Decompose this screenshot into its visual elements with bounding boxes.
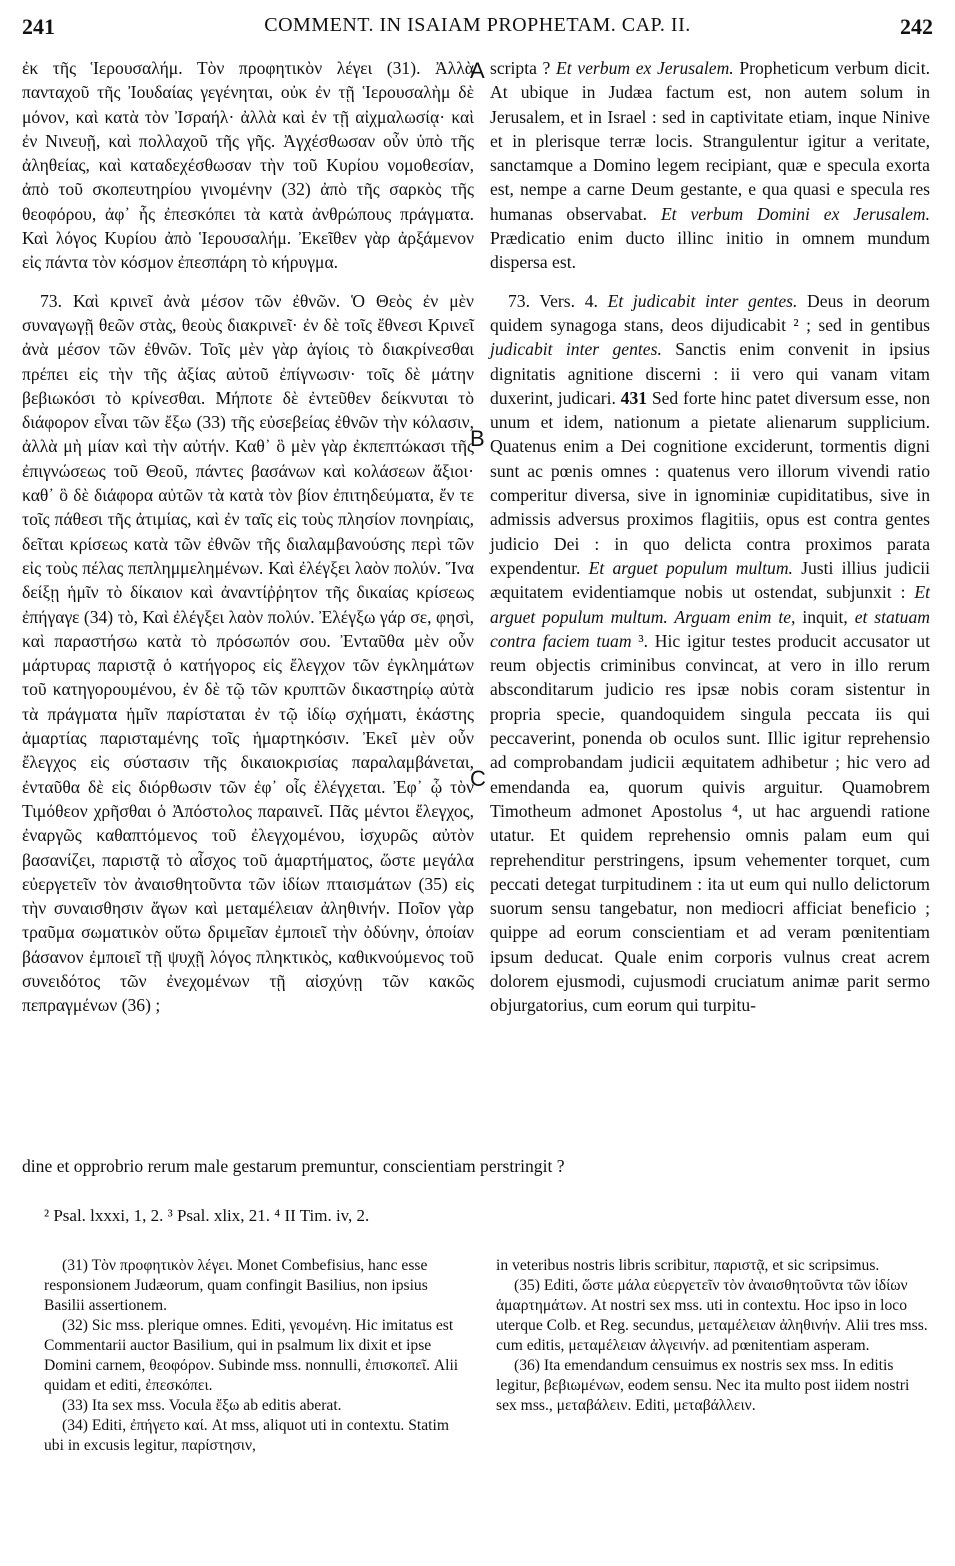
latin-text: ³. Hic igitur testes producit accusator ut reum objectis criminibus convincat, at vero in illo rerum absconditarum judicio res ipsæ nobis coram sistentur in propria specie, quandoquidem singula peccata iis qui peccaverint, ponenda ob oculos sunt. Illic igitur reprehensio ad comprobandam judicii æquitatem adhibetur ; hic vero ad emendanda ea, quorum quivis arguitur. Quamobrem Timotheum admonet Apostolus ⁴, ut hac arguendi ratione utatur. Et quidem reprehensio omnis palam eum qui reprehenditur perstringens, ipsum vehementer torquet, cum peccati detegat turpitudinem : ita ut eum qui nullo delictorum suorum sensu tangebatur, non mediocri afficiat beneficio ; quippe ad eorum conscientiam et ad veram pœnitentiam ipsum deducat. Quale enim corporis vulnus creat acrem dolorem ejusmodi, cujusmodi cruciatum animæ parit sermo objurgatorius, cum eorum qui turpitu- (490, 630, 930, 1016)
footnote: (31) Τὸν προφητικὸν λέγει. Monet Combefisius, hanc esse responsionem Judæorum, quam confingit Basilius, non ipsius Basilii assertionem. (44, 1257, 428, 1314)
latin-lemma: Et judicabit inter gentes. (607, 290, 798, 311)
footnotes-right (496, 1256, 931, 1416)
running-title: COMMENT. IN ISAIAM PROPHETAM. CAP. II. (264, 14, 691, 36)
greek-paragraph-1: ἐκ τῆς Ἱερουσαλήμ. Τὸν προφητικὸν λέγει (31). Ἀλλὰ πανταχοῦ τῆς Ἰουδαίας γεγένηται, οὐκ ἐν τῇ Ἱερουσαλὴμ δὲ μόνον, καὶ κατὰ τὸν Ἰσραήλ· ἀλλὰ καὶ ἐν τῇ αἰχμαλωσίᾳ· καὶ ἐν Νινευῇ, καὶ πολλαχοῦ τῆς γῆς. Ἀγχέσθωσαν οὖν ὑπὸ τῆς ἀληθείας, καὶ καταδεχέσθωσαν τὴν τοῦ Κυρίου νομοθεσίαν, ἀπὸ τοῦ σκοπευτηρίου γινομένην (32) ἀπὸ τῆς σαρκὸς τῆς θεοφόρου, ἀφ᾽ ἧς ἐπεσκόπει τὰ κατὰ ἀνθρώπους πράγματα. Καὶ λόγος Κυρίου ἀπὸ Ἱερουσαλήμ. Ἐκεῖθεν γὰρ ἀρξάμενον εἰς πάντα τὸν κόσμον ἐπεσπάρη τὸ κήρυγμα. (22, 58, 474, 273)
page-number-left: 241 (22, 14, 55, 39)
footnotes-left (44, 1256, 464, 1456)
footnote: (33) Ita sex mss. Vocula ἔξω ab editis aberat. (62, 1397, 342, 1414)
latin-text: scripta ? (490, 58, 557, 78)
greek-column (22, 56, 474, 1018)
section-marker-b: B (470, 426, 485, 451)
latin-text: Sanctis enim convenit in ipsius dignitatis agnitione discerni : ii vero qui vanam vitam duxerint, judicari. (490, 339, 931, 408)
footnote: (32) Sic mss. plerique omnes. Editi, γενομένη. Hic imitatus est Commentarii auctor Basilium, qui in psalmum lix dixit et ipse Domini carnem, θεοφόρον. Subinde mss. nonnulli, ἐπισκοπεῖ. Alii quidam et editi, ἐπεσκόπει. (44, 1317, 459, 1394)
footnote: in veteribus nostris libris scribitur, παριστᾷ, et sic scripsimus. (496, 1257, 880, 1274)
latin-text: Deus in deorum quidem synagoga stans, deos dijudicabit ² ; sed in gentibus (490, 290, 930, 335)
page-number-right: 242 (900, 14, 933, 39)
footnote: (36) Ita emendandum censuimus ex nostris sex mss. In editis legitur, βεβιωμένων, eodem sensu. Nec ita multo post iidem nostri sex mss., μεταβάλειν. Editi, μεταβάλλειν. (496, 1357, 910, 1414)
footnote: (35) Editi, ὥστε μάλα εὐεργετεῖν τὸν ἀναισθητοῦντα τῶν ἰδίων ἁμαρτημάτων. At nostri sex mss. uti in contextu. Hoc ipso in loco uterque Colb. et Reg. secundus, μεταμέλειαν ἀληθινήν. Alii tres mss. cum editis, μεταμέλειαν ἀλγεινήν. ad pœnitentiam asperam. (496, 1277, 928, 1354)
latin-text: 73. Vers. 4. (508, 290, 608, 311)
latin-lemma: judicabit inter gentes. (490, 339, 662, 360)
latin-paragraph-1 (490, 56, 930, 275)
column-number: 431 (620, 387, 648, 408)
latin-lemma: et statuam contra faciem tuam (490, 606, 930, 651)
latin-lemma: Et verbum ex Jerusalem. (556, 58, 734, 78)
latin-column (490, 56, 930, 1018)
latin-lemma: Et arguet populum multum. Arguam enim te, (490, 582, 930, 627)
latin-lemma: Et verbum Domini ex Jerusalem. (660, 203, 930, 224)
full-width-line: dine et opprobrio rerum male gestarum premuntur, conscientiam perstringit ? (22, 1156, 565, 1176)
section-marker-c: C (470, 766, 486, 791)
latin-paragraph-2 (490, 289, 930, 1018)
latin-lemma: Et arguet populum multum. (588, 557, 793, 578)
footnote: (34) Editi, ἐπήγετο καί. At mss, aliquot uti in contextu. Statim ubi in excusis legitur, παρίστησιν, (44, 1417, 449, 1454)
latin-text: Propheticum verbum dicit. At ubique in Judæa factum est, non autem solum in Jerusalem, et in Israel : sed in captivitate etiam, inque Ninive et in plerisque terræ locis. Strangulentur igitur a veritate, sanctamque a Domino legem recipiant, quæ e specula exorta est, nempe a carne Deum gestante, e qua quasi e specula res humanas observabat. (490, 58, 930, 224)
latin-text: inquit, (795, 606, 855, 627)
latin-text: Sed forte hinc patet diversum esse, non unum et idem, nationum a pietate alienarum supplicium. Quatenus enim a Dei cognitione exciderunt, tormentis digni sunt ac pœnis omnes : quatenus vero illorum vivendi ratio comperitur diversa, sive in ignominiæ cupiditatibus, sive in admissis adversus proximos flagitiis, opus est contra gentes judicio Dei : in quo delicta contra proximos parata expendentur. (490, 387, 930, 578)
latin-text: Justi illius judicii æquitatem evidentiamque nobis ut ostendat, subjunxit : (490, 557, 931, 603)
latin-text: Prædicatio enim ducto illinc initio in omnem mundum dispersa est. (490, 228, 930, 273)
page-header (22, 12, 933, 44)
section-marker-a: A (470, 58, 485, 83)
greek-paragraph-2: 73. Καὶ κρινεῖ ἀνὰ μέσον τῶν ἐθνῶν. Ὁ Θεὸς ἐν μὲν συναγωγῇ θεῶν στὰς, θεοὺς διακρινεῖ· ἐν δὲ τοῖς ἔθνεσι Κρινεῖ ἀνὰ μέσον τῶν ἐθνῶν. Τοῖς μὲν γὰρ ἁγίοις τὸ διακρίνεσθαι πρέπει εἰς τὴν τῆς ἀξίας αὐτοῦ ἐπίγνωσιν· τοῖς δὲ μάτην βεβιωκόσι τὸ κρίνεσθαι. Μήποτε δὲ ἐντεῦθεν δείκνυται τὸ διάφορον εἶναι τῶν ἔξω (33) τῆς εὐσεβείας ἐθνῶν τὴν κόλασιν, ἀλλὰ μὴ μίαν καὶ τὴν αὐτήν. Καθ᾽ ὃ μὲν γὰρ ἐκπεπτώκασι τῆς ἐπιγνώσεως τοῦ Θεοῦ, πάντες βασάνων καὶ κολάσεων ἄξιοι· καθ᾽ ὃ δὲ διάφορα αὐτῶν τὰ κατὰ τὸν βίον ἐπιτηδεύματα, ἔν τε τοῖς πάθεσι τῆς ἀτιμίας, καὶ ἐν ταῖς εἰς τοὺς πλησίον πονηρίαις, δεῖται κρίσεως κατὰ τῶν ἐθνῶν τῆς διαλαμβανούσης περὶ τῶν εἰς τοὺς πέλας πεπλημμελημένων. Καὶ ἐλέγξει λαὸν πολύν. Ἵνα δείξῃ ἡμῖν τὸ δίκαιον καὶ ἀναντίῤῥητον τῆς δικαίας κρίσεως ἐπήγαγε (34) τὸ, Καὶ ἐλέγξει λαὸν πολύν. Ἐλέγξω γάρ σε, φησὶ, καὶ παραστήσω κατὰ τὸ πρόσωπόν σου. Ἐνταῦθα μὲν οὖν μάρτυρας παριστᾷ ὁ κατήγορος εἰς ἔλεγχον τῶν ἐγκλημάτων τοῦ κατηγορουμένου, ἐν δὲ τῷ τῶν κρυπτῶν δικαστηρίῳ αὐτὰ τὰ πράγματα ἡμῖν παρίσταται ἐν τῷ ἰδίῳ σχήματι, ἑκάστης ἁμαρτίας παρισταμένης τοῖς ἡμαρτηκόσιν. Ἐκεῖ μὲν οὖν ἔλεγχος εἰς σύστασιν τῆς δικαιοκρισίας παραλαμβάνεται, ἐνταῦθα δὲ εἰς διόρθωσιν τῶν ἐφ᾽ οἷς ἐλέγχεται. Ἐφ᾽ ᾧ τὸν Τιμόθεον χρῆσθαι ὁ Ἀπόστολος παραινεῖ. Πᾶς μέντοι ἔλεγχος, ἐναργῶς καθαπτόμενος τοῦ ἐλεγχομένου, ἰσχυρῶς αὐτὸν βασανίζει, παριστᾷ τὸ αἶσχος τοῦ ἁμαρτήματος, ὥστε μεγάλα εὐεργετεῖν τὸν ἀναισθητοῦντα τῶν ἰδίων πταισμάτων (35) εἰς τὴν συναισθησιν ἄγων καὶ μεταμέλειαν ἀληθινήν. Ποῖον γὰρ τραῦμα σωματικὸν οὕτω δριμεῖαν ἐμποιεῖ τὴν ὀδύνην, ὁποίαν βάσανον ἐμποιεῖ τῇ ψυχῇ λόγος πληκτικὸς, καθικνούμενος τοῦ συνειδότος τῶν ἐνεχομένων τῇ αἰσχύνῃ τῶν κακῶς πεπραγμένων (36) ; (22, 290, 474, 1016)
scripture-references: ² Psal. lxxxi, 1, 2. ³ Psal. xlix, 21. ⁴ II Tim. iv, 2. (44, 1206, 370, 1225)
